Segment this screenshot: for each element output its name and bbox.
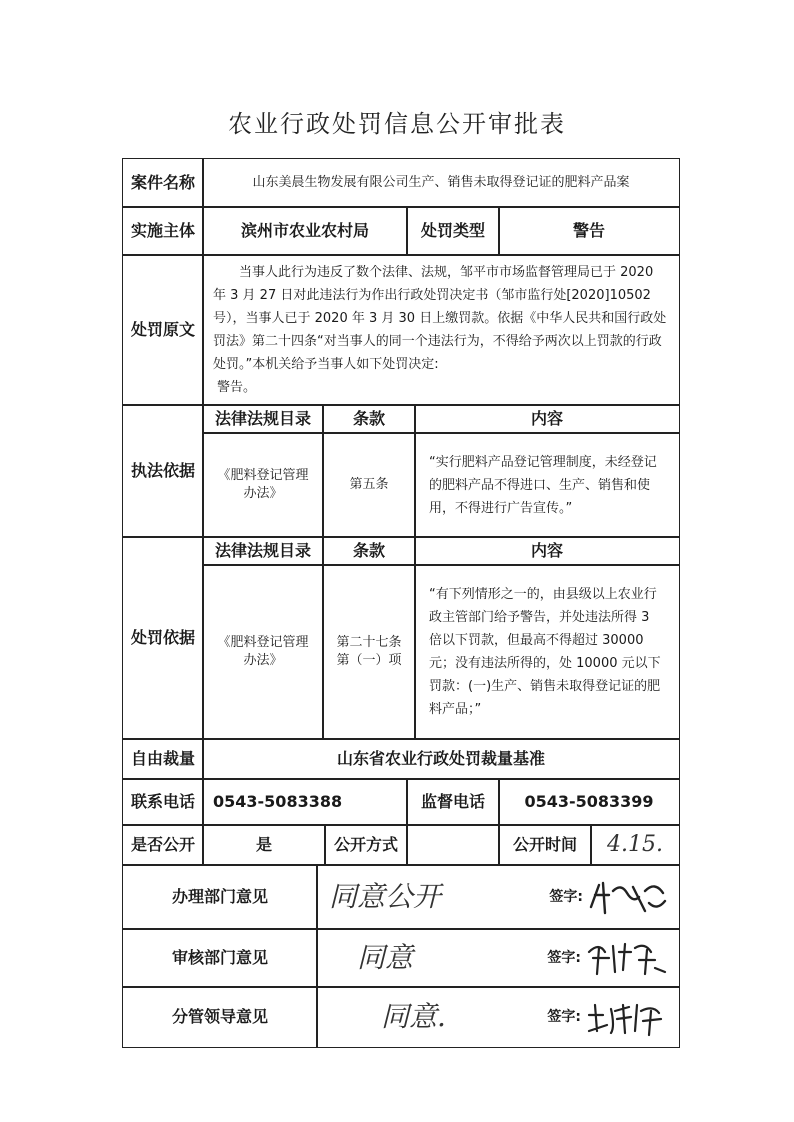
- review-signature-label: 签字:: [547, 949, 581, 966]
- enforcement-article-header: 条款: [322, 404, 416, 434]
- review-signature-group: [547, 938, 667, 978]
- review-dept-label: 审核部门意见: [122, 928, 318, 988]
- enforcement-content-value: “实行肥料产品登记管理制度，未经登记的肥料产品不得进口、生产、销售和使用，不得进行广告宣传。”: [414, 432, 680, 538]
- contact-phone-value: 0543-5083388: [202, 778, 408, 826]
- handling-signature-image: [587, 877, 667, 917]
- enforcement-article-value: 第五条: [322, 432, 416, 538]
- penalty-type-value: 警告: [498, 206, 680, 256]
- penalty-article-value: 第二十七条第（一）项: [322, 564, 416, 740]
- original-text-value: [202, 254, 680, 406]
- public-method-value: [406, 824, 500, 866]
- supervision-phone-value: 0543-5083399: [498, 778, 680, 826]
- enforcement-content-header: 内容: [414, 404, 680, 434]
- handling-dept-label: 办理部门意见: [122, 864, 318, 930]
- penalty-type-label: 处罚类型: [406, 206, 500, 256]
- public-method-label: 公开方式: [324, 824, 408, 866]
- penalty-content-header: 内容: [414, 536, 680, 566]
- handling-signature-group: [549, 877, 667, 917]
- executor-value: 滨州市农业农村局: [202, 206, 408, 256]
- case-name-label: 案件名称: [122, 158, 204, 208]
- handling-dept-opinion-cell: [316, 864, 680, 930]
- original-text-body: 当事人此行为违反了数个法律、法规，邹平市市场监督管理局已于 2020 年 3 月 27 日对此违法行为作出行政处罚决定书（邹市监行处[2020]10502 号），当事人已于 2020 年 3 月 30 日上缴罚款。依据《中华人民共和国行政处罚法》第二十四条“对当事人的同一个违法行为，不得给予两次以上罚款的行政处罚。”本机关给予当事人如下处罚决定:: [213, 265, 667, 372]
- enforcement-law-value: 《肥料登记管理办法》: [202, 432, 324, 538]
- handling-signature-label: 签字:: [549, 888, 583, 905]
- enforcement-basis-label: 执法依据: [122, 404, 204, 538]
- is-public-value: 是: [202, 824, 326, 866]
- discretion-value: 山东省农业行政处罚裁量基准: [202, 738, 680, 780]
- original-text-label: 处罚原文: [122, 254, 204, 406]
- leader-opinion-handwriting: 同意.: [381, 1000, 446, 1034]
- supervision-phone-label: 监督电话: [406, 778, 500, 826]
- penalty-law-value: 《肥料登记管理办法》: [202, 564, 324, 740]
- leader-opinion-cell: [316, 986, 680, 1048]
- public-time-label: 公开时间: [498, 824, 592, 866]
- leader-signature-label: 签字:: [547, 1008, 581, 1025]
- discretion-label: 自由裁量: [122, 738, 204, 780]
- enforcement-law-header: 法律法规目录: [202, 404, 324, 434]
- handling-opinion-handwriting: 同意公开: [329, 880, 442, 914]
- executor-label: 实施主体: [122, 206, 204, 256]
- contact-phone-label: 联系电话: [122, 778, 204, 826]
- leader-label: 分管领导意见: [122, 986, 318, 1048]
- penalty-basis-label: 处罚依据: [122, 536, 204, 740]
- penalty-article-header: 条款: [322, 536, 416, 566]
- penalty-law-header: 法律法规目录: [202, 536, 324, 566]
- page-title: 农业行政处罚信息公开审批表: [228, 110, 566, 138]
- case-name-value: 山东美晨生物发展有限公司生产、销售未取得登记证的肥料产品案: [202, 158, 680, 208]
- leader-signature-image: [585, 997, 667, 1037]
- penalty-content-value: “有下列情形之一的，由县级以上农业行政主管部门给予警告，并处违法所得 3 倍以下罚款，但最高不得超过 30000 元；没有违法所得的，处 10000 元以下罚款：(一)生产、销售未取得登记证的肥料产品；”: [414, 564, 680, 740]
- review-signature-image: [585, 938, 667, 978]
- public-time-value: 4.15.: [590, 824, 680, 866]
- review-opinion-handwriting: 同意: [357, 941, 414, 975]
- leader-signature-group: [547, 997, 667, 1037]
- original-text-decision: 警告。: [217, 380, 257, 395]
- is-public-label: 是否公开: [122, 824, 204, 866]
- review-dept-opinion-cell: [316, 928, 680, 988]
- approval-form: [122, 158, 680, 1096]
